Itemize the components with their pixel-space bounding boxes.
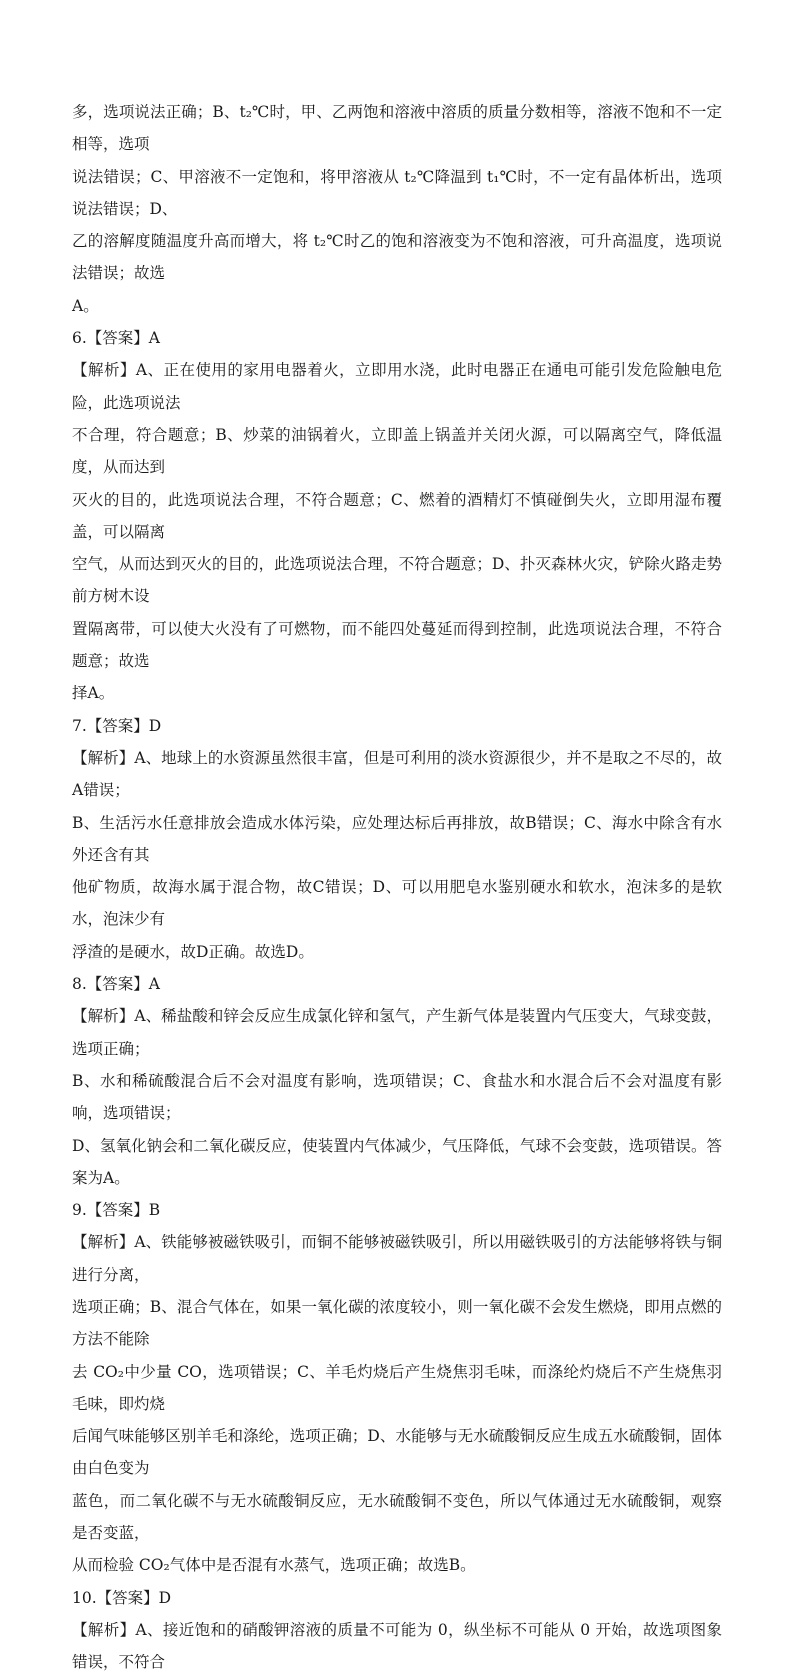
text-line: 后闻气味能够区别羊毛和涤纶，选项正确；D、水能够与无水硫酸铜反应生成五水硫酸铜，固体由白色变为 <box>72 1427 722 1478</box>
text-line: 不合理，符合题意；B、炒菜的油锅着火，立即盖上锅盖并关闭火源，可以隔离空气，降低温度，从而达到 <box>72 425 722 477</box>
text-line: 【解析】A、铁能够被磁铁吸引，而铜不能够被磁铁吸引，所以用磁铁吸引的方法能够将铁与铜进行分离， <box>72 1233 722 1284</box>
text-line: B、水和稀硫酸混合后不会对温度有影响，选项错误；C、食盐水和水混合后不会对温度有影响，选项错误； <box>72 1071 722 1123</box>
answer-heading-7: 7.【答案】D <box>72 716 162 735</box>
text-line: B、生活污水任意排放会造成水体污染，应处理达标后再排放，故B错误；C、海水中除含有水外还含有其 <box>72 813 722 864</box>
text-line: 选项正确；B、混合气体在，如果一氧化碳的浓度较小，则一氧化碳不会发生燃烧，即用点燃的方法不能除 <box>72 1297 722 1349</box>
text-line: 去 CO₂中少量 CO，选项错误；C、羊毛灼烧后产生烧焦羽毛味，而涤纶灼烧后不产生烧焦羽毛味，即灼烧 <box>72 1362 722 1413</box>
answer-heading-8: 8.【答案】A <box>72 975 160 994</box>
document-page <box>72 96 722 1679</box>
text-line: 【解析】A、稀盐酸和锌会反应生成氯化锌和氢气，产生新气体是装置内气压变大，气球变鼓，选项正确； <box>72 1007 722 1058</box>
text-line: 他矿物质，故海水属于混合物，故C错误；D、可以用肥皂水鉴别硬水和软水，泡沫多的是软水，泡沫少有 <box>72 878 722 929</box>
text-line: 择A。 <box>72 684 115 703</box>
text-line: 【解析】A、正在使用的家用电器着火，立即用水浇，此时电器正在通电可能引发危险触电危险，此选项说法 <box>72 361 722 412</box>
text-line: 【解析】A、地球上的水资源虽然很丰富，但是可利用的淡水资源很少，并不是取之不尽的，故A错误； <box>72 748 722 800</box>
answer-heading-6: 6.【答案】A <box>72 329 160 348</box>
text-line: 【解析】A、接近饱和的硝酸钾溶液的质量不可能为 0，纵坐标不可能从 0 开始，故选项图象错误，不符合 <box>72 1620 722 1672</box>
text-line: D、氢氧化钠会和二氧化碳反应，使装置内气体减少，气压降低，气球不会变鼓，选项错误。答案为A。 <box>72 1136 722 1187</box>
text-line: A。 <box>72 296 99 315</box>
answer-heading-9: 9.【答案】B <box>72 1201 161 1220</box>
text-line: 灭火的目的，此选项说法合理，不符合题意；C、燃着的酒精灯不慎碰倒失火，立即用湿布覆盖，可以隔离 <box>72 490 722 541</box>
text-line: 说法错误；C、甲溶液不一定饱和，将甲溶液从 t₂℃降温到 t₁℃时，不一定有晶体析出，选项说法错误；D、 <box>72 167 722 218</box>
text-line: 从而检验 CO₂气体中是否混有水蒸气，选项正确；故选B。 <box>72 1556 476 1575</box>
text-line: 置隔离带，可以使大火没有了可燃物，而不能四处蔓延而得到控制，此选项说法合理，不符合题意；故选 <box>72 619 722 671</box>
text-line: 蓝色，而二氧化碳不与无水硫酸铜反应，无水硫酸铜不变色，所以气体通过无水硫酸铜，观察是否变蓝， <box>72 1491 722 1543</box>
answer-heading-10: 10.【答案】D <box>72 1588 172 1607</box>
text-line: 浮渣的是硬水，故D正确。故选D。 <box>72 942 314 961</box>
text-line: 多，选项说法正确；B、t₂℃时，甲、乙两饱和溶液中溶质的质量分数相等，溶液不饱和不一定相等，选项 <box>72 103 722 154</box>
text-line: 乙的溶解度随温度升高而增大，将 t₂℃时乙的饱和溶液变为不饱和溶液，可升高温度，选项说法错误；故选 <box>72 232 722 283</box>
text-line: 空气，从而达到灭火的目的，此选项说法合理，不符合题意；D、扑灭森林火灾，铲除火路走势前方树木设 <box>72 555 722 606</box>
